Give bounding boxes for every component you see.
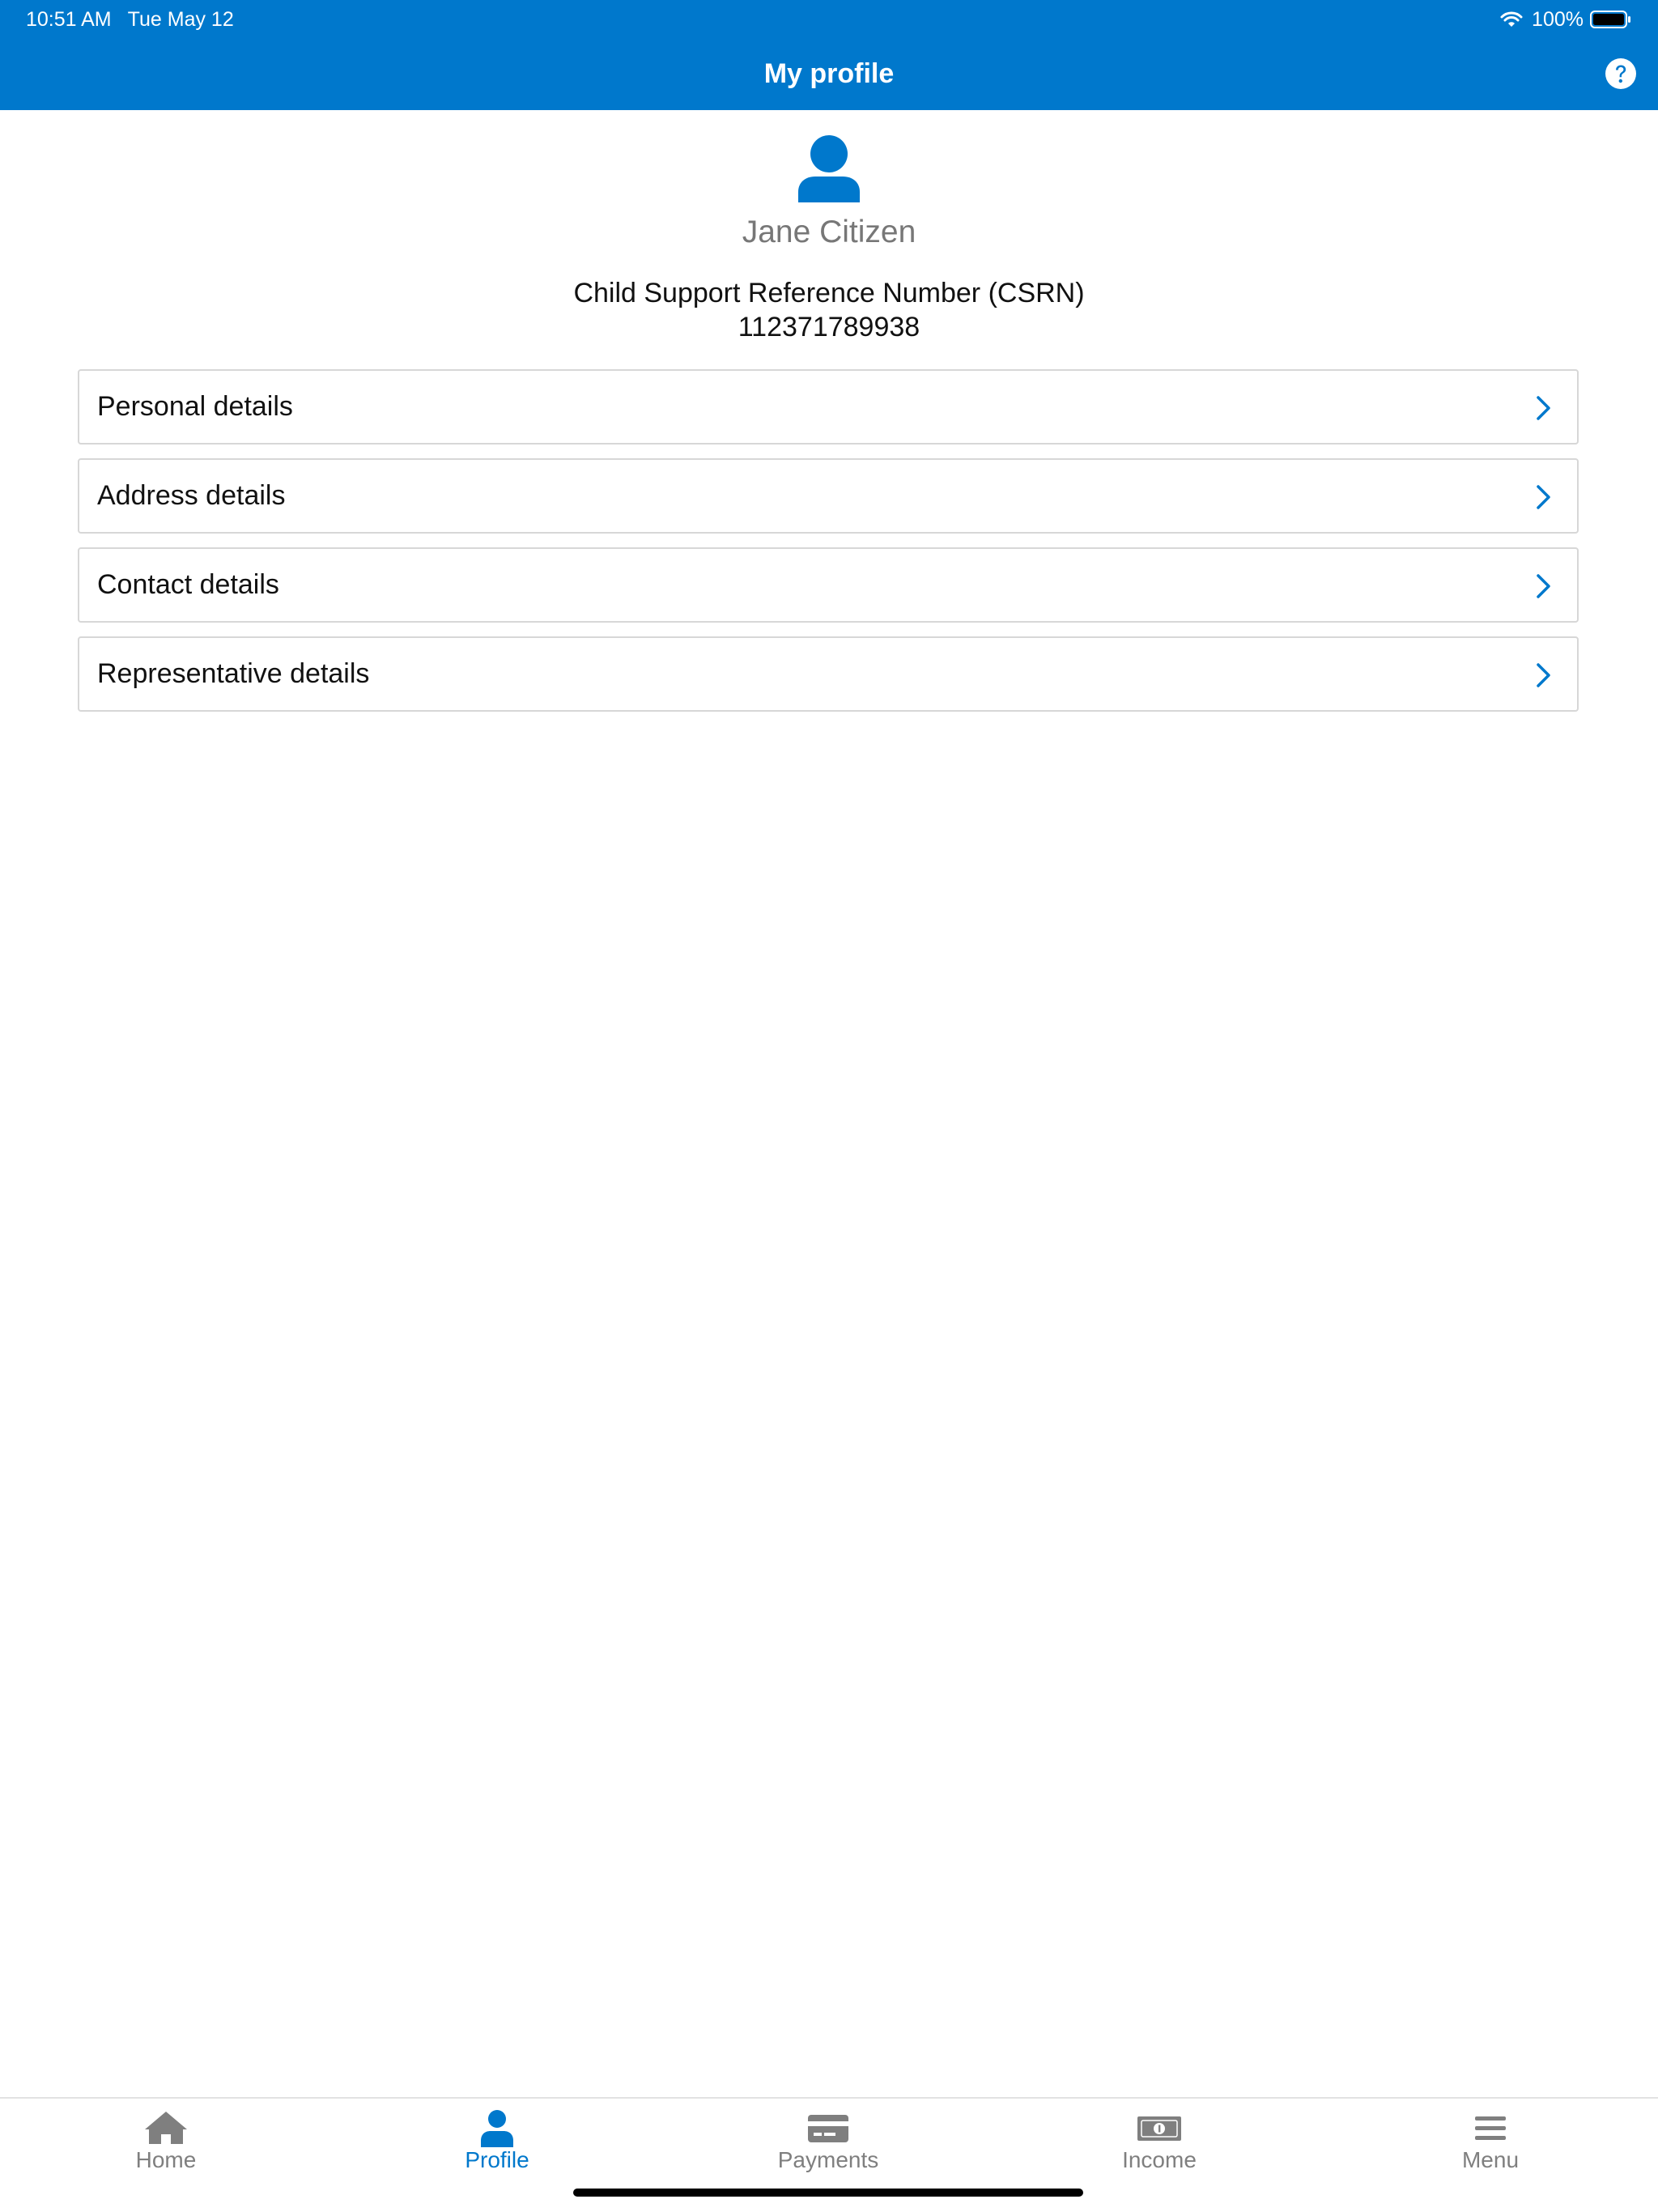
home-indicator (573, 2189, 1083, 2197)
wifi-icon (1499, 11, 1524, 28)
chevron-right-icon (1535, 395, 1553, 421)
address-details-row[interactable] (78, 458, 1579, 534)
tab-home[interactable] (45, 2099, 287, 2180)
tab-menu[interactable] (1369, 2099, 1612, 2180)
money-icon (1135, 2108, 1184, 2147)
chevron-right-icon (1535, 573, 1553, 599)
tab-payments[interactable] (707, 2099, 950, 2180)
chevron-right-icon (1535, 484, 1553, 510)
battery-percentage: 100% (1532, 7, 1584, 31)
tab-profile[interactable] (376, 2099, 619, 2180)
top-bar (0, 0, 1658, 110)
tab-income[interactable] (1038, 2099, 1281, 2180)
status-time: 10:51 AM (26, 8, 112, 31)
status-date: Tue May 12 (127, 8, 234, 31)
tab-label: Home (135, 2147, 197, 2172)
credit-card-icon (804, 2108, 852, 2147)
help-icon[interactable] (1605, 57, 1637, 90)
user-name: Jane Citizen (742, 215, 916, 249)
battery-icon (1590, 10, 1632, 29)
personal-details-row[interactable] (78, 369, 1579, 445)
chevron-right-icon (1535, 662, 1553, 688)
contact-details-row[interactable] (78, 547, 1579, 623)
row-label: Contact details (97, 569, 279, 600)
tab-label: Payments (777, 2147, 879, 2172)
row-label: Address details (97, 480, 286, 511)
tab-label: Income (1122, 2147, 1197, 2172)
representative-details-row[interactable] (78, 636, 1579, 712)
hamburger-menu-icon (1466, 2108, 1515, 2147)
status-bar-right (1499, 6, 1632, 32)
home-icon (142, 2108, 190, 2147)
tab-label: Menu (1461, 2147, 1520, 2172)
csrn-label: Child Support Reference Number (CSRN) (573, 278, 1085, 308)
csrn-number: 112371789938 (738, 312, 920, 342)
user-icon (473, 2108, 521, 2147)
status-bar-left (26, 7, 234, 32)
avatar (795, 134, 863, 202)
row-label: Personal details (97, 391, 293, 422)
tab-label: Profile (465, 2147, 529, 2172)
page-title: My profile (763, 58, 895, 89)
row-label: Representative details (97, 658, 370, 689)
